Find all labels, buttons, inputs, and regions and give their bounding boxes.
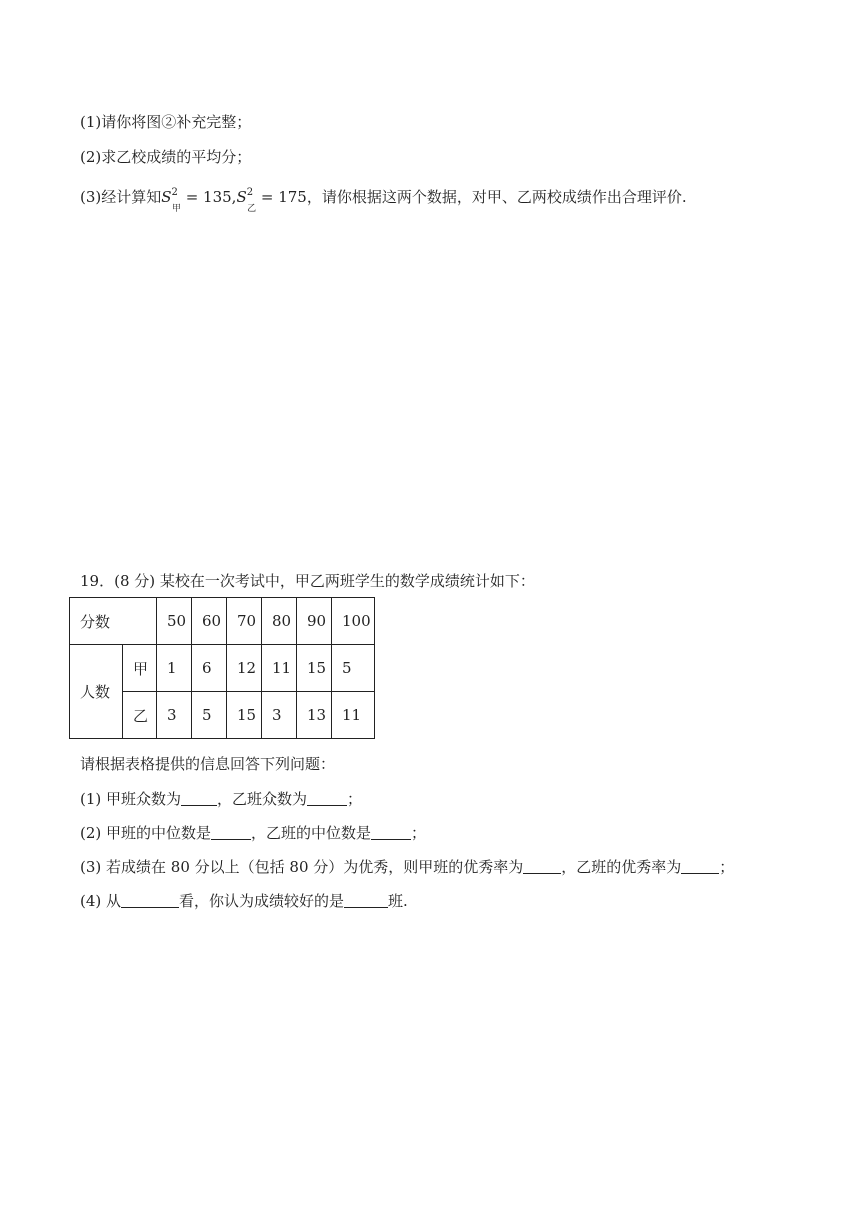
score-cell: 70 [227, 598, 262, 645]
variance-jia: $S^2_甲 = 135,S^2_乙 = 175$ [161, 187, 307, 214]
answer-blank[interactable] [344, 893, 388, 908]
q18-part1: (1)请你将图②补充完整； [80, 113, 252, 131]
q19-prompt: 请根据表格提供的信息回答下列问题： [80, 755, 336, 773]
jia-count-cell: 1 [157, 645, 192, 692]
score-table [69, 597, 375, 739]
jia-count-cell: 6 [192, 645, 227, 692]
score-cell: 90 [297, 598, 332, 645]
answer-blank[interactable] [307, 791, 347, 806]
score-cell: 80 [262, 598, 297, 645]
q18-part2: (2)求乙校成绩的平均分； [80, 148, 252, 166]
q19-question-2: (2) 甲班的中位数是 ，乙班的中位数是 ； [80, 824, 427, 842]
q18-part3-prefix: (3)经计算知 [80, 188, 162, 206]
q19-title: 19．(8 分) 某校在一次考试中，甲乙两班学生的数学成绩统计如下： [80, 572, 535, 590]
yi-count-cell: 5 [192, 692, 227, 739]
score-cell: 60 [192, 598, 227, 645]
class-label-yi: 乙 [123, 692, 157, 739]
score-cell: 100 [332, 598, 375, 645]
table-row-scores [70, 598, 375, 645]
answer-blank[interactable] [211, 825, 251, 840]
q18-part3-suffix: ，请你根据这两个数据，对甲、乙两校成绩作出合理评价. [306, 188, 687, 206]
table-row-jia [70, 645, 375, 692]
jia-count-cell: 15 [297, 645, 332, 692]
score-header: 分数 [70, 598, 157, 645]
yi-count-cell: 11 [332, 692, 375, 739]
q19-question-4: (4) 从 看，你认为成绩较好的是 班. [80, 892, 408, 910]
jia-count-cell: 11 [262, 645, 297, 692]
yi-count-cell: 15 [227, 692, 262, 739]
count-header: 人数 [70, 645, 123, 739]
yi-count-cell: 3 [157, 692, 192, 739]
answer-blank[interactable] [681, 859, 719, 874]
answer-blank[interactable] [523, 859, 561, 874]
yi-count-cell: 3 [262, 692, 297, 739]
q19-question-3: (3) 若成绩在 80 分以上（包括 80 分）为优秀，则甲班的优秀率为 ，乙班的优秀率为 ； [80, 858, 735, 876]
jia-count-cell: 5 [332, 645, 375, 692]
jia-count-cell: 12 [227, 645, 262, 692]
score-cell: 50 [157, 598, 192, 645]
answer-blank[interactable] [181, 791, 217, 806]
answer-blank[interactable] [371, 825, 411, 840]
q19-question-1: (1) 甲班众数为 ，乙班众数为 ； [80, 790, 363, 808]
q18-part3 [80, 183, 687, 219]
answer-blank[interactable] [121, 893, 179, 908]
class-label-jia: 甲 [123, 645, 157, 692]
yi-count-cell: 13 [297, 692, 332, 739]
